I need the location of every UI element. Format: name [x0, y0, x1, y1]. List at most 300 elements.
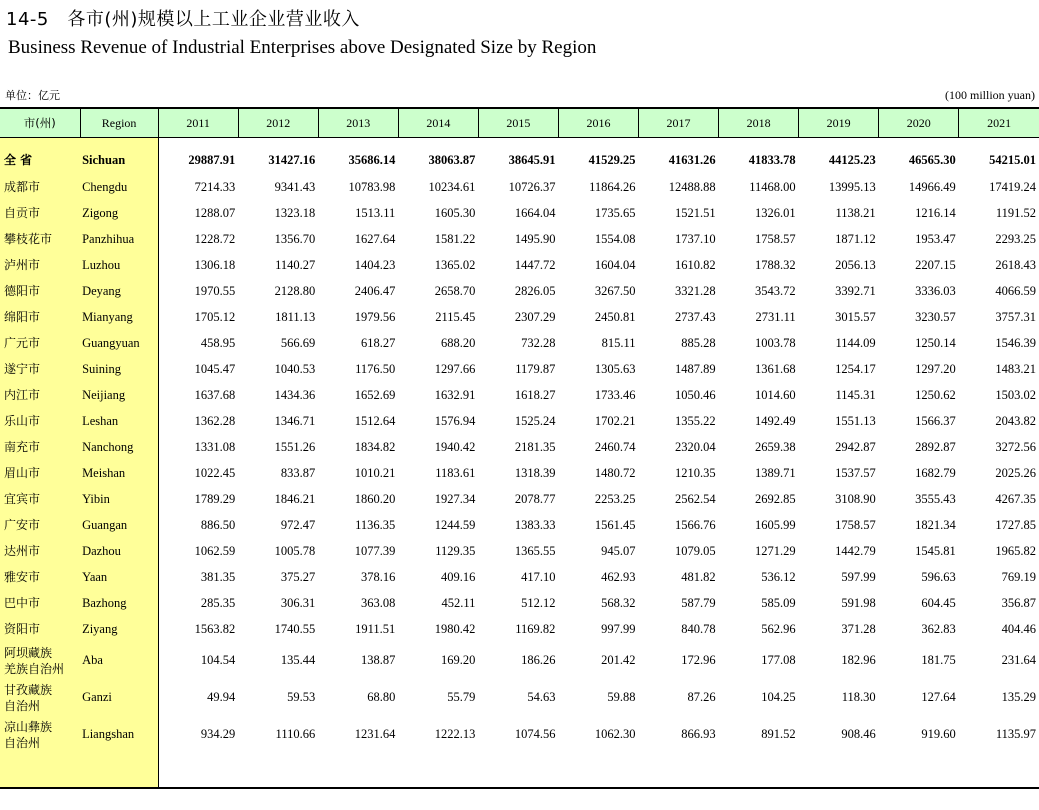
value-cell: 1846.21	[274, 491, 316, 506]
value-cell: 1210.35	[674, 465, 716, 480]
region-name-cn-line1: 凉山彝族	[4, 719, 53, 734]
header-year: 2012	[238, 108, 318, 138]
value-cell: 1664.04	[514, 205, 556, 220]
value-cell: 17419.24	[989, 179, 1036, 194]
value-cell: 68.80	[367, 690, 396, 704]
header-region-cn: 市(州)	[0, 108, 80, 138]
value-cell: 181.75	[921, 653, 956, 667]
value-cell: 1605.30	[434, 205, 476, 220]
value-cell: 1222.13	[434, 727, 476, 741]
value-cell: 1138.21	[835, 205, 876, 220]
value-cell: 3555.43	[915, 491, 956, 506]
value-cell: 10726.37	[508, 179, 556, 194]
value-cell: 934.29	[200, 727, 236, 741]
value-cell: 1605.99	[755, 517, 796, 532]
value-cell: 4267.35	[995, 491, 1036, 506]
value-cell: 919.60	[921, 727, 956, 741]
region-name-cn: 宜宾市	[0, 486, 80, 512]
value-cell: 1512.64	[354, 413, 396, 428]
value-cell: 2658.70	[434, 283, 476, 298]
value-cell: 1169.82	[515, 621, 556, 636]
value-cell: 381.35	[200, 569, 236, 584]
value-cell: 1216.14	[915, 205, 956, 220]
value-cell: 1362.28	[194, 413, 236, 428]
value-cell: 2115.45	[435, 309, 476, 324]
table-row	[0, 408, 1039, 434]
header-year: 2018	[719, 108, 799, 138]
region-name-cn-line1: 甘孜藏族	[4, 682, 53, 697]
header-year: 2019	[799, 108, 879, 138]
value-cell: 908.46	[841, 727, 876, 741]
value-cell: 1136.35	[355, 517, 396, 532]
value-cell: 135.29	[1001, 690, 1036, 704]
value-cell: 1005.78	[274, 543, 316, 558]
value-cell: 1871.12	[835, 231, 876, 246]
value-cell: 840.78	[681, 621, 716, 636]
value-cell: 2692.85	[755, 491, 796, 506]
value-cell: 2128.80	[274, 283, 316, 298]
value-cell: 41529.25	[588, 152, 636, 167]
value-cell: 1927.34	[434, 491, 476, 506]
value-cell: 1191.52	[995, 205, 1036, 220]
value-cell: 1610.82	[674, 257, 716, 272]
region-name-en: Chengdu	[80, 174, 158, 200]
value-cell: 1014.60	[755, 387, 796, 402]
value-cell: 55.79	[447, 690, 476, 704]
region-name-en: Leshan	[80, 408, 158, 434]
region-name-en: Sichuan	[80, 146, 158, 174]
value-cell: 31427.16	[268, 152, 316, 167]
value-cell: 1492.49	[755, 413, 796, 428]
value-cell: 1010.21	[354, 465, 396, 480]
value-cell: 49.94	[207, 690, 236, 704]
value-cell: 356.87	[1001, 595, 1036, 610]
header-year: 2016	[558, 108, 638, 138]
value-cell: 1705.12	[194, 309, 236, 324]
table-row-total	[0, 146, 1039, 174]
value-cell: 1306.18	[194, 257, 236, 272]
value-cell: 2307.29	[514, 309, 556, 324]
region-name-cn: 乐山市	[0, 408, 80, 434]
value-cell: 135.44	[280, 653, 316, 667]
value-cell: 172.96	[681, 653, 716, 667]
value-cell: 1581.22	[434, 231, 476, 246]
value-cell: 688.20	[441, 335, 476, 350]
value-cell: 833.87	[280, 465, 316, 480]
value-cell: 945.07	[601, 543, 636, 558]
value-cell: 1244.59	[434, 517, 476, 532]
region-name-cn-line2: 羌族自治州	[4, 661, 65, 676]
table-header	[0, 108, 1039, 138]
value-cell: 1129.35	[435, 543, 476, 558]
value-cell: 2025.26	[995, 465, 1036, 480]
value-cell: 1365.02	[434, 257, 476, 272]
region-name-en: Luzhou	[80, 252, 158, 278]
region-name-en: Ganzi	[80, 679, 158, 716]
value-cell: 1788.32	[755, 257, 796, 272]
value-cell: 38063.87	[428, 152, 476, 167]
region-name-cn: 全 省	[0, 146, 80, 174]
value-cell: 891.52	[761, 727, 796, 741]
region-name-cn	[0, 679, 80, 716]
value-cell: 35686.14	[348, 152, 396, 167]
value-cell: 1355.22	[674, 413, 716, 428]
value-cell: 512.12	[521, 595, 556, 610]
value-cell: 2731.11	[755, 309, 796, 324]
header-region-en: Region	[80, 108, 158, 138]
value-cell: 104.54	[200, 653, 236, 667]
value-cell: 591.98	[841, 595, 876, 610]
value-cell: 7214.33	[194, 179, 236, 194]
table-row	[0, 226, 1039, 252]
value-cell: 604.45	[921, 595, 956, 610]
table-row	[0, 200, 1039, 226]
value-cell: 462.93	[601, 569, 636, 584]
value-cell: 1140.27	[275, 257, 316, 272]
value-cell: 2460.74	[594, 439, 636, 454]
value-cell: 1551.13	[835, 413, 876, 428]
table-row	[0, 616, 1039, 642]
value-cell: 568.32	[601, 595, 636, 610]
table-row	[0, 252, 1039, 278]
value-cell: 1561.45	[594, 517, 636, 532]
value-cell: 1965.82	[995, 543, 1036, 558]
value-cell: 1326.01	[755, 205, 796, 220]
value-cell: 285.35	[200, 595, 236, 610]
value-cell: 1110.66	[275, 727, 316, 741]
value-cell: 2942.87	[835, 439, 876, 454]
value-cell: 1365.55	[514, 543, 556, 558]
value-cell: 1077.39	[354, 543, 396, 558]
value-cell: 1145.31	[835, 387, 876, 402]
table-end-row	[0, 753, 1039, 788]
value-cell: 1740.55	[274, 621, 316, 636]
value-cell: 1911.51	[355, 621, 396, 636]
region-name-cn-line1: 阿坝藏族	[4, 645, 53, 660]
region-name-cn: 内江市	[0, 382, 80, 408]
value-cell: 3267.50	[594, 283, 636, 298]
value-cell: 1652.69	[354, 387, 396, 402]
region-name-cn: 雅安市	[0, 564, 80, 590]
value-cell: 3757.31	[995, 309, 1036, 324]
value-cell: 1144.09	[835, 335, 876, 350]
value-cell: 3230.57	[915, 309, 956, 324]
value-cell: 2043.82	[995, 413, 1036, 428]
value-cell: 1050.46	[674, 387, 716, 402]
value-cell: 1271.29	[755, 543, 796, 558]
table-row	[0, 538, 1039, 564]
region-name-cn: 巴中市	[0, 590, 80, 616]
header-year: 2015	[478, 108, 558, 138]
value-cell: 769.19	[1001, 569, 1036, 584]
region-name-en: Mianyang	[80, 304, 158, 330]
value-cell: 585.09	[761, 595, 796, 610]
value-cell: 41631.26	[668, 152, 716, 167]
table-row	[0, 590, 1039, 616]
value-cell: 1727.85	[995, 517, 1036, 532]
value-cell: 2253.25	[594, 491, 636, 506]
value-cell: 1074.56	[514, 727, 556, 741]
region-name-cn: 眉山市	[0, 460, 80, 486]
value-cell: 1003.78	[755, 335, 796, 350]
value-cell: 2207.15	[915, 257, 956, 272]
region-name-en: Suining	[80, 356, 158, 382]
value-cell: 1627.64	[354, 231, 396, 246]
value-cell: 1404.23	[354, 257, 396, 272]
region-name-en: Yaan	[80, 564, 158, 590]
value-cell: 1297.20	[915, 361, 956, 376]
value-cell: 1789.29	[194, 491, 236, 506]
value-cell: 1554.08	[594, 231, 636, 246]
table-row	[0, 564, 1039, 590]
value-cell: 1860.20	[354, 491, 396, 506]
value-cell: 1503.02	[995, 387, 1036, 402]
value-cell: 732.28	[521, 335, 556, 350]
value-cell: 409.16	[441, 569, 476, 584]
region-name-cn: 自贡市	[0, 200, 80, 226]
value-cell: 138.87	[360, 653, 396, 667]
value-cell: 46565.30	[908, 152, 956, 167]
header-year: 2011	[158, 108, 238, 138]
value-cell: 1821.34	[915, 517, 956, 532]
value-cell: 1480.72	[594, 465, 636, 480]
unit-label-chinese: 单位：亿元	[5, 89, 60, 102]
region-name-en: Ziyang	[80, 616, 158, 642]
value-cell: 458.95	[200, 335, 236, 350]
value-cell: 1979.56	[354, 309, 396, 324]
value-cell: 1551.26	[274, 439, 316, 454]
value-cell: 186.26	[521, 653, 556, 667]
value-cell: 29887.91	[188, 152, 236, 167]
value-cell: 375.27	[280, 569, 316, 584]
value-cell: 1970.55	[194, 283, 236, 298]
value-cell: 596.63	[921, 569, 956, 584]
table-row	[0, 304, 1039, 330]
value-cell: 44125.23	[828, 152, 876, 167]
region-name-cn: 广安市	[0, 512, 80, 538]
value-cell: 1022.45	[194, 465, 236, 480]
value-cell: 2181.35	[514, 439, 556, 454]
value-cell: 177.08	[761, 653, 796, 667]
value-cell: 597.99	[841, 569, 876, 584]
value-cell: 1546.39	[995, 335, 1036, 350]
table-row	[0, 278, 1039, 304]
value-cell: 87.26	[687, 690, 716, 704]
value-cell: 10783.98	[348, 179, 396, 194]
value-cell: 1254.17	[835, 361, 876, 376]
value-cell: 2562.54	[674, 491, 716, 506]
spacer-row	[0, 138, 1039, 147]
value-cell: 2826.05	[514, 283, 556, 298]
value-cell: 1525.24	[514, 413, 556, 428]
value-cell: 1389.71	[755, 465, 796, 480]
value-cell: 3272.56	[995, 439, 1036, 454]
value-cell: 4066.59	[995, 283, 1036, 298]
value-cell: 1521.51	[674, 205, 716, 220]
value-cell: 3543.72	[755, 283, 796, 298]
header-year: 2021	[959, 108, 1039, 138]
value-cell: 1758.57	[835, 517, 876, 532]
value-cell: 13995.13	[828, 179, 876, 194]
value-cell: 231.64	[1001, 653, 1036, 667]
region-name-cn: 德阳市	[0, 278, 80, 304]
region-name-en: Dazhou	[80, 538, 158, 564]
value-cell: 997.99	[601, 621, 636, 636]
value-cell: 11864.26	[589, 179, 636, 194]
value-cell: 11468.00	[749, 179, 796, 194]
value-cell: 1434.36	[274, 387, 316, 402]
value-cell: 1079.05	[674, 543, 716, 558]
value-cell: 815.11	[601, 335, 636, 350]
region-name-cn: 绵阳市	[0, 304, 80, 330]
value-cell: 38645.91	[508, 152, 556, 167]
value-cell: 1834.82	[354, 439, 396, 454]
value-cell: 1040.53	[274, 361, 316, 376]
table-row	[0, 356, 1039, 382]
value-cell: 1305.63	[594, 361, 636, 376]
region-name-cn	[0, 642, 80, 679]
table-row	[0, 512, 1039, 538]
region-name-en: Meishan	[80, 460, 158, 486]
value-cell: 417.10	[521, 569, 556, 584]
value-cell: 885.28	[681, 335, 716, 350]
value-cell: 1383.33	[514, 517, 556, 532]
region-name-en: Guangyuan	[80, 330, 158, 356]
value-cell: 536.12	[761, 569, 796, 584]
region-name-en: Deyang	[80, 278, 158, 304]
value-cell: 118.30	[841, 690, 876, 704]
value-cell: 306.31	[280, 595, 316, 610]
value-cell: 2078.77	[514, 491, 556, 506]
value-cell: 378.16	[360, 569, 396, 584]
value-cell: 1811.13	[275, 309, 316, 324]
value-cell: 1346.71	[274, 413, 316, 428]
value-cell: 1250.62	[915, 387, 956, 402]
value-cell: 566.69	[280, 335, 316, 350]
region-name-cn: 资阳市	[0, 616, 80, 642]
page-title-chinese: 14-5 各市(州)规模以上工业企业营业收入	[6, 9, 360, 30]
table-row	[0, 434, 1039, 460]
value-cell: 1980.42	[434, 621, 476, 636]
value-cell: 3336.03	[915, 283, 956, 298]
value-cell: 587.79	[681, 595, 716, 610]
value-cell: 201.42	[601, 653, 636, 667]
value-cell: 1545.81	[915, 543, 956, 558]
page-title-english: Business Revenue of Industrial Enterprises above Designated Size by Region	[8, 37, 597, 58]
value-cell: 3108.90	[835, 491, 876, 506]
value-cell: 371.28	[841, 621, 876, 636]
value-cell: 1735.65	[594, 205, 636, 220]
value-cell: 1288.07	[194, 205, 236, 220]
value-cell: 59.88	[607, 690, 636, 704]
value-cell: 1604.04	[594, 257, 636, 272]
region-name-en: Nanchong	[80, 434, 158, 460]
value-cell: 1537.57	[835, 465, 876, 480]
value-cell: 1228.72	[194, 231, 236, 246]
revenue-table	[0, 107, 1039, 789]
region-name-en: Bazhong	[80, 590, 158, 616]
value-cell: 1356.70	[274, 231, 316, 246]
value-cell: 1062.30	[594, 727, 636, 741]
value-cell: 3321.28	[674, 283, 716, 298]
value-cell: 2293.25	[995, 231, 1036, 246]
value-cell: 1361.68	[755, 361, 796, 376]
value-cell: 127.64	[921, 690, 956, 704]
value-cell: 59.53	[287, 690, 316, 704]
value-cell: 2406.47	[354, 283, 396, 298]
value-cell: 3015.57	[835, 309, 876, 324]
value-cell: 1231.64	[354, 727, 396, 741]
value-cell: 10234.61	[428, 179, 476, 194]
region-name-en: Yibin	[80, 486, 158, 512]
table-row	[0, 642, 1039, 679]
value-cell: 1447.72	[514, 257, 556, 272]
table-row	[0, 330, 1039, 356]
value-cell: 169.20	[441, 653, 476, 667]
region-name-en: Zigong	[80, 200, 158, 226]
value-cell: 1682.79	[915, 465, 956, 480]
value-cell: 1940.42	[434, 439, 476, 454]
region-name-cn-line2: 自治州	[4, 735, 41, 750]
table-row	[0, 174, 1039, 200]
region-name-en: Aba	[80, 642, 158, 679]
value-cell: 14966.49	[908, 179, 956, 194]
region-name-cn: 攀枝花市	[0, 226, 80, 252]
value-cell: 1331.08	[194, 439, 236, 454]
value-cell: 1318.39	[514, 465, 556, 480]
table-row	[0, 382, 1039, 408]
value-cell: 1953.47	[915, 231, 956, 246]
value-cell: 363.08	[360, 595, 396, 610]
value-cell: 2737.43	[674, 309, 716, 324]
value-cell: 1442.79	[835, 543, 876, 558]
value-cell: 866.93	[681, 727, 716, 741]
value-cell: 1183.61	[435, 465, 476, 480]
value-cell: 1566.76	[674, 517, 716, 532]
unit-label-english: (100 million yuan)	[945, 88, 1035, 102]
value-cell: 1618.27	[514, 387, 556, 402]
region-name-cn: 达州市	[0, 538, 80, 564]
value-cell: 1733.46	[594, 387, 636, 402]
value-cell: 2892.87	[915, 439, 956, 454]
value-cell: 1487.89	[674, 361, 716, 376]
value-cell: 972.47	[280, 517, 316, 532]
region-name-cn: 广元市	[0, 330, 80, 356]
value-cell: 1135.97	[995, 727, 1036, 741]
region-name-en: Panzhihua	[80, 226, 158, 252]
value-cell: 104.25	[761, 690, 796, 704]
value-cell: 1737.10	[674, 231, 716, 246]
header-year: 2013	[318, 108, 398, 138]
value-cell: 452.11	[441, 595, 476, 610]
value-cell: 3392.71	[835, 283, 876, 298]
value-cell: 54215.01	[989, 152, 1036, 167]
value-cell: 1632.91	[434, 387, 476, 402]
value-cell: 1045.47	[194, 361, 236, 376]
value-cell: 562.96	[761, 621, 796, 636]
table-row	[0, 460, 1039, 486]
value-cell: 1297.66	[434, 361, 476, 376]
table-body	[0, 138, 1039, 789]
value-cell: 2450.81	[594, 309, 636, 324]
value-cell: 2659.38	[755, 439, 796, 454]
region-name-cn: 泸州市	[0, 252, 80, 278]
value-cell: 1758.57	[755, 231, 796, 246]
value-cell: 182.96	[841, 653, 876, 667]
region-name-cn: 成都市	[0, 174, 80, 200]
table-row	[0, 486, 1039, 512]
table-row	[0, 679, 1039, 716]
